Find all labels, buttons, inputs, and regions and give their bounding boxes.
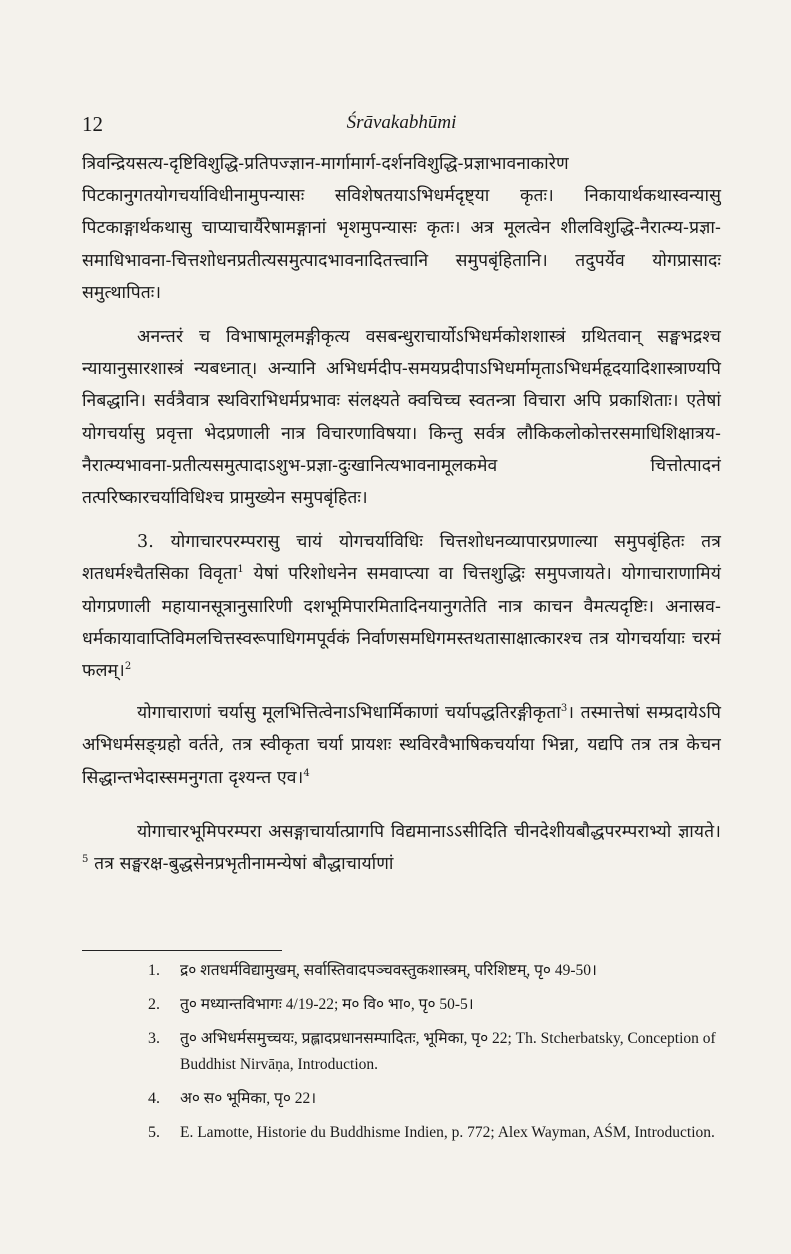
running-title: Śrāvakabhūmi bbox=[346, 112, 457, 133]
footnote-number: 3. bbox=[148, 1030, 160, 1047]
footnote bbox=[148, 1086, 721, 1112]
footnote bbox=[148, 992, 721, 1018]
footnote-number: 4. bbox=[148, 1090, 160, 1107]
footnote-ref-1: 1 bbox=[237, 564, 244, 576]
paragraph-4-rest: । तस्मात्तेषां सम्प्रदायेऽपि अभिधर्मसङ्ग्रहो वर्तते, तत्र स्वीकृता चर्या प्रायशः स्थविरवैभाषिकचर्याया भिन्ना, यद्यपि तत्र तत्र केचन सिद्धान्तभेदास्समनुगता दृश्यन्त एव। bbox=[82, 703, 721, 788]
footnote-ref-4: 4 bbox=[303, 767, 310, 779]
footnote-text: तु० मध्यान्तविभागः 4/19-22; म० वि० भा०, पृ० 50-5। bbox=[180, 996, 474, 1013]
paragraph-3-start: 3. योगाचारपरम्परासु चायं योगचर्याविधिः चित्तशोधनव्यापारप्रणाल्या समुपबृंहितः तत्र शतधर्मश्चैतसिका विवृता bbox=[82, 532, 721, 585]
paragraph-1: त्रिवन्द्रियसत्य-दृष्टिविशुद्धि-प्रतिपज्ज्ञान-मार्गामार्ग-दर्शनविशुद्धि-प्रज्ञाभावनाकारेण पिटकानुगतयोगचर्याविधीनामुपन्यासः सविशेषतयाऽभिधर्मदृष्ट्या कृतः। निकायार्थकथास्वन्यासु पिटकाङ्गार्थकथासु चाप्याचार्यैरेषामङ्गानां भृशमुपन्यासः कृतः। अत्र मूलत्वेन शीलविशुद्धि-नैरात्म्य-प्रज्ञा-समाधिभावना-चित्तशोधनप्रतीत्यसमुत्पादभावनादितत्त्वानि समुपबृंहितानि। तदुपर्येव योगप्रासादः समुत्थापितः। bbox=[82, 154, 722, 303]
footnote bbox=[148, 1120, 721, 1146]
footnote-text: अ० स० भूमिका, पृ० 22। bbox=[180, 1090, 317, 1107]
footnote-text: E. Lamotte, Historie du Buddhisme Indien, p. 772; Alex Wayman, AŚM, Introduction. bbox=[180, 1124, 715, 1141]
paragraph-5-rest: तत्र सङ्घरक्ष-बुद्धसेनप्रभृतीनामन्येषां बौद्धाचार्याणां bbox=[88, 854, 394, 875]
paragraph-5-start: योगाचारभूमिपरम्परा असङ्गाचार्यात्प्रागपि विद्यमानाऽऽसीदिति चीनदेशीयबौद्धपरम्पराभ्यो ज्ञायते। bbox=[137, 821, 721, 842]
footnote bbox=[148, 1026, 721, 1078]
paragraph-5 bbox=[82, 816, 721, 880]
footnote-text: द्र० शतधर्मविद्यामुखम्, सर्वास्तिवादपञ्चवस्तुकशास्त्रम्, परिशिष्टम्, पृ० 49-50। bbox=[180, 962, 597, 979]
footnote-divider bbox=[82, 950, 282, 951]
paragraph-2: अनन्तरं च विभाषामूलमङ्गीकृत्य वसबन्धुराचार्योऽभिधर्मकोशशास्त्रं ग्रथितवान् सङ्घभद्रश्च न्यायानुसारशास्त्रं न्यबध्नात्। अन्यानि अभिधर्मदीप-समयप्रदीपाऽभिधर्मामृताऽभिधर्महृदयादिशास्त्राण्यपि निबद्धानि। सर्वत्रैवात्र स्थविराभिधर्मप्रभावः संलक्ष्यते क्वचिच्च स्वतन्त्रा विचारा अपि प्रकाशिताः। एतेषां योगचर्यासु प्रवृत्ता भेदप्रणाली नात्र विचारणाविषया। किन्तु सर्वत्र लौकिकलोकोत्तरसमाधिशिक्षात्रय-नैरात्म्यभावना-प्रतीत्यसमुत्पादाऽशुभ-प्रज्ञा-दुःखानित्यभावनामूलकमेव चित्तोत्पादनं तत्परिष्कारचर्याविधिश्च प्रामुख्येन समुपबृंहितः। bbox=[82, 327, 721, 509]
footnote-number: 5. bbox=[148, 1124, 160, 1141]
paragraph-4-start: योगाचाराणां चर्यासु मूलभित्तित्वेनाऽभिधार्मिकाणां चर्यापद्धतिरङ्गीकृता bbox=[137, 703, 561, 724]
footnote-number: 2. bbox=[148, 996, 160, 1013]
footnotes bbox=[148, 958, 721, 1154]
paragraph-4 bbox=[82, 697, 721, 794]
paragraph-3-rest: येषां परिशोधनेन समवाप्त्या वा चित्तशुद्धिः समुपजायते। योगाचाराणामियं योगप्रणाली महायानसूत्रानुसारिणी दशभूमिपारमितादिनयानुगतेति नात्र काचन वैमत्यदृष्टिः। अनास्रव-धर्मकायावाप्तिविमलचित्तस्वरूपाधिगमपूर्वकं निर्वाणसमधिगमस्तथतासाक्षात्कारश्च तत्र योगचर्यायाः चरमं फलम्। bbox=[82, 564, 722, 682]
footnote-ref-5: 5 bbox=[82, 854, 89, 866]
footnote-number: 1. bbox=[148, 962, 160, 979]
footnote-text: तु० अभिधर्मसमुच्चयः, प्रह्लादप्रधानसम्पादितः, भूमिका, पृ० 22; Th. Stcherbatsky, Conception of Buddhist Nirvāṇa, Introduction. bbox=[180, 1030, 716, 1073]
footnote-ref-2: 2 bbox=[124, 661, 132, 673]
footnote bbox=[148, 958, 721, 984]
page-number: 12 bbox=[82, 112, 103, 136]
footnote-ref-3: 3 bbox=[560, 703, 568, 715]
main-text bbox=[82, 148, 721, 880]
paragraph-3 bbox=[82, 526, 721, 687]
page-header bbox=[82, 112, 721, 140]
